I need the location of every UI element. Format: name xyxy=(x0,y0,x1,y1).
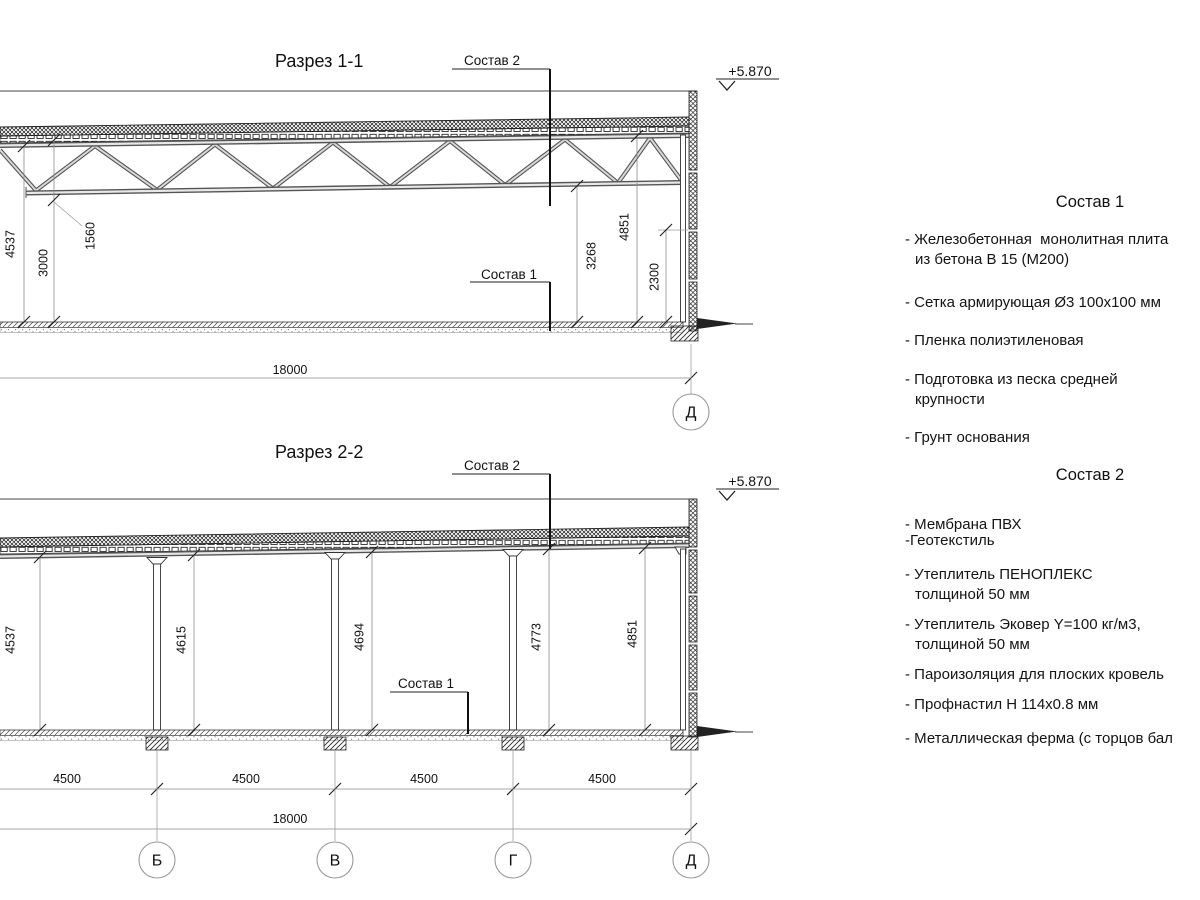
foundation-block xyxy=(146,737,168,750)
grid-label-b: Б xyxy=(151,852,163,870)
legend-line: толщиной 50 мм xyxy=(915,586,1030,603)
column-capital xyxy=(503,550,523,557)
dim-height-left: 4537 xyxy=(3,230,18,258)
dim-truss-depth: 1560 xyxy=(83,222,98,250)
dim-clear-right: 3268 xyxy=(584,242,599,270)
legend-line: крупности xyxy=(915,391,985,408)
dim-clear-height: 3000 xyxy=(36,249,51,277)
legend-line: из бетона В 15 (М200) xyxy=(915,251,1070,268)
legend-line: - Грунт основания xyxy=(905,429,1030,446)
column-d xyxy=(681,549,686,730)
legend-line: - Утеплитель ПЕНОПЛЕКС xyxy=(905,566,1093,583)
grid-label-d: Д xyxy=(685,404,697,422)
legend-line: - Металлическая ферма (с торцов бал xyxy=(905,730,1173,747)
dim-span-total: 18000 xyxy=(272,812,308,826)
column-capital xyxy=(325,553,345,560)
dim-height-3: 4694 xyxy=(352,623,367,651)
dim-wall-panel: 2300 xyxy=(647,263,662,291)
leader-floor-label: Состав 1 xyxy=(481,267,537,282)
wall-panel xyxy=(689,91,697,170)
floor-slab xyxy=(0,730,683,736)
column-v xyxy=(332,559,339,730)
column-g xyxy=(510,556,517,730)
legend-line: толщиной 50 мм xyxy=(915,636,1030,653)
dim-height-5: 4851 xyxy=(625,620,640,648)
dim-bay-2: 4500 xyxy=(232,772,260,786)
section-2-2-drawing xyxy=(0,442,779,878)
dim-bay-4: 4500 xyxy=(588,772,616,786)
legend-2-title: Состав 2 xyxy=(1055,466,1125,484)
legend-line: - Подготовка из песка средней xyxy=(905,371,1118,388)
legend-line: - Утеплитель Эковер Y=100 кг/м3, xyxy=(905,616,1141,633)
wall-panel xyxy=(689,596,697,642)
elevation-mark: +5.870 xyxy=(728,473,772,489)
column-d xyxy=(681,135,686,322)
dim-bay-1: 4500 xyxy=(53,772,81,786)
wall-panel xyxy=(689,693,697,737)
foundation-block xyxy=(671,326,698,341)
legend-line: - Сетка армирующая Ø3 100х100 мм xyxy=(905,294,1161,311)
section-1-1-drawing xyxy=(0,51,779,430)
grid-label-g: Г xyxy=(508,852,518,870)
elevation-arrow-icon xyxy=(719,81,735,90)
wall-panel xyxy=(689,232,697,279)
leader-roof-label: Состав 2 xyxy=(464,458,520,473)
wall-panel xyxy=(689,499,697,547)
leader-floor-label: Состав 1 xyxy=(398,676,454,691)
legend-line: - Пленка полиэтиленовая xyxy=(905,332,1084,349)
foundation-block xyxy=(671,736,698,750)
grid-label-d: Д xyxy=(685,852,697,870)
truss-bottom-chord-core xyxy=(26,183,683,194)
wall-panel xyxy=(689,645,697,690)
wall-panel xyxy=(689,282,697,331)
dim-height-2: 4615 xyxy=(174,626,189,654)
dim-height-right: 4851 xyxy=(617,213,632,241)
column-capital xyxy=(147,558,167,565)
legend-line: - Мембрана ПВХ xyxy=(905,516,1022,533)
right-wall xyxy=(689,499,697,737)
drain-spout xyxy=(697,726,737,737)
elevation-mark: +5.870 xyxy=(728,63,772,79)
section-1-1-title: Разрез 1-1 xyxy=(275,51,364,71)
legend-line: - Профнастил Н 114х0.8 мм xyxy=(905,696,1099,713)
legend-line: - Пароизоляция для плоских кровель xyxy=(905,666,1164,683)
foundation-block xyxy=(324,737,346,750)
grid-label-v: В xyxy=(329,852,341,870)
legend-line: -Геотекстиль xyxy=(905,532,995,549)
column-b xyxy=(154,564,161,730)
dim-height-1: 4537 xyxy=(3,626,18,654)
dim-height-4: 4773 xyxy=(529,623,544,651)
dim-span-total: 18000 xyxy=(272,363,308,377)
leader-roof-label: Состав 2 xyxy=(464,53,520,68)
wall-panel xyxy=(689,550,697,593)
wall-panel xyxy=(689,173,697,229)
legend-line: - Железобетонная монолитная плита xyxy=(905,231,1169,248)
drain-spout xyxy=(697,318,737,329)
foundation-block xyxy=(502,737,524,750)
dim-leader xyxy=(54,202,82,226)
sand-bed xyxy=(0,328,683,333)
floor-slab xyxy=(0,322,683,328)
legend-1-title: Состав 1 xyxy=(1055,193,1125,211)
section-2-2-title: Разрез 2-2 xyxy=(275,442,364,462)
right-wall xyxy=(689,91,697,331)
dim-bay-3: 4500 xyxy=(410,772,438,786)
elevation-arrow-icon xyxy=(719,491,735,500)
